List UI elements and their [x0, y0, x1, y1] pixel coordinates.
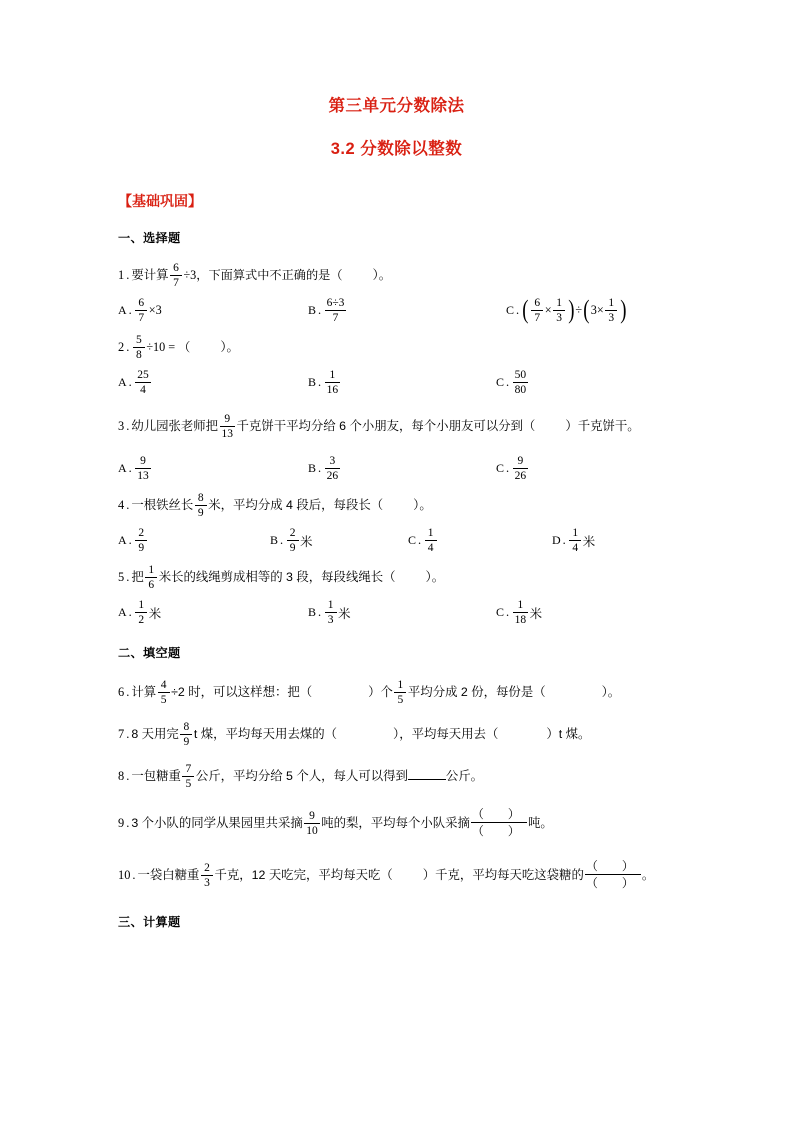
fraction-numerator: 5	[135, 333, 142, 346]
question-1-options	[118, 294, 675, 328]
question-8-number: 8	[118, 768, 125, 783]
question-1-option-c[interactable]	[506, 294, 627, 328]
option-separator: .	[128, 375, 132, 390]
option-separator: .	[318, 303, 322, 318]
fraction-bar	[569, 540, 581, 541]
question-3-option-a[interactable]	[118, 452, 152, 486]
question-7-fraction	[180, 721, 192, 748]
fraction-numerator: 1	[572, 526, 579, 539]
question-1-text-c: ）。	[372, 267, 392, 282]
question-1-text-a: 要计算	[131, 267, 169, 282]
question-7	[118, 717, 675, 751]
question-8-answer-blank[interactable]	[408, 768, 446, 780]
fraction-bar	[325, 382, 341, 383]
option-letter: C	[496, 605, 505, 620]
fraction-bar	[201, 875, 213, 876]
option-fraction	[425, 527, 437, 554]
fraction-bar	[133, 347, 145, 348]
option-separator: .	[128, 605, 132, 620]
question-3-number: 3	[118, 418, 125, 433]
question-1-option-a[interactable]	[118, 294, 162, 328]
fraction-denominator: 18	[514, 613, 527, 626]
fraction-bar	[531, 310, 543, 311]
option-separator: .	[506, 375, 510, 390]
fraction-denominator: 7	[534, 311, 541, 324]
document-title: 第三单元分数除法	[328, 97, 465, 115]
fraction-numerator: 8	[197, 491, 204, 504]
question-10-text-a: 一袋白糖重	[137, 867, 200, 882]
option-fraction	[135, 455, 151, 482]
option-letter: B	[308, 303, 317, 318]
question-4-text-b: 米，平均分成 4 段后，每段长（	[208, 497, 384, 512]
fraction-denominator: 26	[514, 469, 527, 482]
question-6	[118, 675, 675, 709]
question-2-number: 2	[118, 339, 125, 354]
fraction-denominator: 10	[306, 824, 318, 837]
fraction-denominator: 4	[140, 383, 146, 396]
fraction-denominator: 4	[572, 541, 579, 554]
fraction-denominator: 3	[608, 311, 615, 324]
fraction-bar	[513, 468, 529, 469]
question-7-number: 7	[118, 726, 125, 741]
option-letter: A	[118, 605, 127, 620]
fraction-denominator: 5	[160, 693, 167, 706]
question-3-option-b[interactable]	[308, 452, 342, 486]
fraction-bar	[135, 382, 151, 383]
fraction-numerator: 9	[224, 412, 231, 425]
fraction-bar	[425, 540, 437, 541]
fraction-denominator: 7	[173, 276, 179, 289]
option-unit: 米	[582, 534, 596, 549]
question-3-option-c[interactable]	[496, 452, 530, 486]
left-paren: (	[522, 295, 529, 325]
option-letter: A	[118, 533, 127, 548]
option-letter: A	[118, 303, 127, 318]
option-separator: .	[516, 303, 520, 318]
option-fraction	[325, 599, 337, 626]
question-10-fraction	[201, 862, 213, 889]
fraction-numerator: 7	[185, 762, 192, 775]
option-separator: .	[128, 461, 132, 476]
question-10-separator: .	[132, 867, 136, 882]
question-5-option-b[interactable]	[308, 596, 351, 630]
option-fraction	[325, 455, 341, 482]
times-operator: ×	[544, 303, 552, 318]
question-10-number: 10	[118, 867, 131, 882]
question-5-option-a[interactable]	[118, 596, 161, 630]
option-separator: .	[506, 461, 510, 476]
fraction-numerator: 6	[534, 296, 541, 309]
question-10-text-c: ）千克，平均每天吃这袋糖的	[422, 867, 584, 882]
fraction-denominator: 26	[326, 469, 339, 482]
question-6-fraction-1	[158, 679, 170, 706]
fraction-denominator: 3	[204, 876, 210, 889]
question-6-text-c: ）个	[368, 684, 393, 699]
question-2-options	[118, 366, 675, 400]
fraction-denominator: 9	[289, 541, 296, 554]
fraction-denominator: 2	[138, 613, 145, 626]
fraction-denominator: 80	[514, 383, 527, 396]
fraction-numerator: 1	[138, 598, 145, 611]
question-3-separator: .	[126, 418, 130, 433]
fraction-numerator: 1	[427, 526, 434, 539]
question-5-fraction	[145, 564, 157, 591]
question-3-fraction	[220, 413, 236, 440]
question-4-option-b[interactable]	[270, 524, 313, 558]
option-letter: B	[308, 461, 317, 476]
option-letter: C	[496, 461, 505, 476]
fraction-bar	[394, 692, 406, 693]
blank-fraction-numerator[interactable]: （ ）	[585, 859, 640, 874]
fraction-bar	[170, 275, 182, 276]
fraction-numerator: 6	[173, 261, 179, 274]
fraction-bar	[605, 310, 617, 311]
fraction-denominator: 5	[185, 777, 192, 790]
fraction-numerator: 2	[204, 861, 210, 874]
question-7-text-d: ）t 煤。	[546, 726, 591, 741]
option-letter: B	[308, 375, 317, 390]
fraction-bar	[471, 822, 527, 823]
question-5-text-a: 把	[131, 569, 144, 584]
option-fraction-3	[605, 297, 617, 324]
option-letter: B	[308, 605, 317, 620]
fraction-numerator: 2	[289, 526, 296, 539]
fraction-numerator: 1	[148, 563, 155, 576]
option-unit: 米	[300, 534, 313, 549]
option-unit: 米	[529, 606, 543, 621]
option-separator: .	[128, 533, 132, 548]
fraction-denominator: 3	[556, 311, 563, 324]
question-5	[118, 562, 675, 592]
question-8-text-a: 一包糖重	[131, 768, 181, 783]
section-heading-fill-in-blank: 二、填空题	[118, 645, 181, 660]
question-9-text-a: 3 个小队的同学从果园里共采摘	[131, 815, 303, 830]
question-6-text-a: 计算	[131, 684, 157, 699]
blank-fraction-denominator[interactable]: （ ）	[585, 876, 640, 891]
option-letter: A	[118, 461, 127, 476]
option-expression	[521, 297, 627, 324]
fraction-bar	[513, 382, 529, 383]
question-5-separator: .	[126, 569, 130, 584]
option-separator: .	[318, 605, 322, 620]
option-fraction	[569, 527, 581, 554]
fraction-numerator: 8	[183, 720, 190, 733]
question-2	[118, 332, 675, 362]
fraction-numerator: 1	[517, 598, 524, 611]
question-9	[118, 801, 675, 845]
fraction-numerator: 9	[309, 809, 315, 822]
question-6-number: 6	[118, 684, 125, 699]
fraction-bar	[553, 310, 565, 311]
fraction-numerator: 1	[327, 598, 334, 611]
question-4-option-d[interactable]	[552, 524, 595, 558]
section-heading-multiple-choice: 一、选择题	[118, 230, 181, 245]
fraction-denominator: 9	[183, 735, 190, 748]
fraction-denominator: 3	[327, 613, 334, 626]
question-4-options	[118, 524, 675, 558]
fraction-bar	[325, 612, 337, 613]
question-5-text-b: 米长的线绳剪成相等的 3 段，每段线绳长（	[158, 569, 396, 584]
option-separator: .	[418, 533, 422, 548]
fraction-bar	[585, 874, 641, 875]
fraction-denominator: 9	[197, 506, 204, 519]
question-6-fraction-2	[394, 679, 406, 706]
left-paren-2: (	[583, 295, 590, 325]
question-5-option-c[interactable]	[496, 596, 542, 630]
option-fraction	[325, 369, 341, 396]
question-4-fraction	[195, 492, 207, 519]
option-unit: 米	[148, 606, 162, 621]
question-3-options	[118, 452, 675, 486]
option-fraction	[287, 527, 299, 554]
option-fraction	[135, 297, 147, 324]
fraction-numerator: 1	[329, 368, 336, 381]
option-fraction	[513, 455, 529, 482]
fraction-denominator: 6	[148, 578, 155, 591]
fraction-denominator: 8	[135, 348, 142, 361]
option-letter: D	[552, 533, 561, 548]
fraction-numerator: 6	[138, 296, 145, 309]
fraction-bar	[287, 540, 299, 541]
fraction-denominator: 9	[138, 541, 145, 554]
option-separator: .	[318, 461, 322, 476]
blank-fraction-denominator[interactable]: （ ）	[471, 824, 526, 839]
fraction-numerator: 9	[140, 454, 146, 467]
fraction-bar	[135, 310, 147, 311]
option-fraction	[325, 297, 347, 324]
option-separator: .	[128, 303, 132, 318]
fraction-bar	[158, 692, 170, 693]
question-3-text-c: ）千克饼干。	[565, 418, 640, 433]
question-2-text-a: ÷10 = （	[146, 339, 191, 354]
fraction-denominator: 7	[138, 311, 145, 324]
question-5-text-c: ）。	[425, 569, 445, 584]
question-2-option-a[interactable]	[118, 366, 152, 400]
question-6-text-d: 平均分成 2 份，每份是（	[407, 684, 546, 699]
blank-fraction-numerator[interactable]: （ ）	[471, 807, 526, 822]
option-fraction	[135, 599, 147, 626]
question-10-text-b: 千克，12 天吃完，平均每天吃（	[214, 867, 393, 882]
question-2-fraction	[133, 334, 145, 361]
question-1-text-b: ÷3，下面算式中不正确的是（	[183, 267, 343, 282]
question-8-text-b: 公斤，平均分给 5 个人，每人可以得到	[195, 768, 408, 783]
question-4-text-a: 一根铁丝长	[131, 497, 194, 512]
option-separator: .	[506, 605, 510, 620]
question-6-text-e: ）。	[601, 684, 621, 699]
question-7-text-c: ），平均每天用去（	[393, 726, 499, 741]
fraction-bar	[135, 468, 151, 469]
option-separator: .	[318, 375, 322, 390]
block-heading-basic-practice: 【基础巩固】	[118, 192, 202, 209]
question-1-fraction	[170, 262, 182, 289]
fraction-bar	[513, 612, 529, 613]
question-9-answer-fraction[interactable]	[471, 808, 527, 837]
fraction-bar	[182, 776, 194, 777]
fraction-numerator: 9	[517, 454, 524, 467]
document-subtitle: 3.2 分数除以整数	[330, 140, 463, 159]
question-7-text-b: t 煤，平均每天用去煤的（	[193, 726, 338, 741]
fraction-bar	[135, 540, 147, 541]
question-4	[118, 490, 675, 520]
fraction-numerator: 1	[397, 678, 404, 691]
question-7-text-a: 8 天用完	[131, 726, 179, 741]
question-9-separator: .	[126, 815, 130, 830]
fraction-bar	[304, 823, 320, 824]
right-paren: )	[567, 295, 575, 325]
option-fraction	[513, 369, 529, 396]
fraction-denominator: 16	[326, 383, 339, 396]
fraction-numerator: 25	[137, 368, 149, 381]
fraction-bar	[325, 468, 341, 469]
question-1	[118, 260, 675, 290]
fraction-numerator: 50	[514, 368, 527, 381]
question-8-text-c: 公斤。	[445, 768, 484, 783]
question-2-text-b: ）。	[220, 339, 239, 354]
fraction-denominator: 5	[397, 693, 404, 706]
question-9-number: 9	[118, 815, 125, 830]
fraction-numerator: 1	[556, 296, 563, 309]
fraction-bar	[195, 505, 207, 506]
question-7-separator: .	[126, 726, 130, 741]
question-3	[118, 404, 675, 448]
divide-operator: ÷	[575, 303, 583, 318]
fraction-numerator: 1	[608, 296, 615, 309]
question-2-option-b[interactable]	[308, 366, 342, 400]
option-tail: ×3	[148, 303, 162, 318]
option-prefix: 3×	[590, 303, 604, 318]
question-3-text-a: 幼儿园张老师把	[131, 418, 219, 433]
option-fraction	[135, 527, 147, 554]
question-4-text-c: ）。	[413, 497, 432, 512]
question-6-separator: .	[126, 684, 130, 699]
question-1-separator: .	[126, 267, 130, 282]
question-4-number: 4	[118, 497, 125, 512]
question-4-option-a[interactable]	[118, 524, 149, 558]
fraction-bar	[220, 426, 236, 427]
fraction-denominator: 13	[137, 469, 149, 482]
fraction-numerator: 4	[160, 678, 167, 691]
question-2-separator: .	[126, 339, 130, 354]
fraction-denominator: 4	[427, 541, 434, 554]
question-1-number: 1	[118, 267, 125, 282]
option-fraction	[135, 369, 151, 396]
question-8-fraction	[182, 763, 194, 790]
question-2-option-c[interactable]	[496, 366, 530, 400]
option-letter: B	[270, 533, 279, 548]
option-separator: .	[562, 533, 566, 548]
option-letter: C	[408, 533, 417, 548]
question-9-fraction	[304, 810, 320, 837]
fraction-denominator: 13	[221, 427, 234, 440]
question-8	[118, 759, 675, 793]
question-9-text-b: 吨的梨，平均每个小队采摘	[321, 815, 470, 830]
option-fraction-2	[553, 297, 565, 324]
question-9-text-c: 吨。	[527, 815, 553, 830]
question-5-options	[118, 596, 675, 630]
fraction-numerator: 2	[138, 526, 145, 539]
section-heading-calculation: 三、计算题	[118, 914, 181, 929]
option-fraction	[513, 599, 529, 626]
option-letter: C	[506, 303, 515, 318]
option-separator: .	[280, 533, 284, 548]
fraction-numerator: 3	[329, 454, 336, 467]
question-5-number: 5	[118, 569, 125, 584]
question-4-option-c[interactable]	[408, 524, 438, 558]
question-8-separator: .	[126, 768, 130, 783]
option-letter: C	[496, 375, 505, 390]
option-unit: 米	[338, 606, 351, 621]
option-letter: A	[118, 375, 127, 390]
question-10-answer-fraction[interactable]	[585, 860, 641, 889]
fraction-denominator: 7	[332, 311, 339, 324]
question-6-text-b: ÷2 时，可以这样想：把（	[171, 684, 313, 699]
fraction-bar	[145, 577, 157, 578]
fraction-numerator: 6÷3	[326, 296, 345, 309]
option-fraction-1	[531, 297, 543, 324]
question-10	[118, 853, 675, 897]
fraction-bar	[325, 310, 347, 311]
fraction-bar	[135, 612, 147, 613]
question-10-text-d: 。	[641, 867, 655, 882]
right-paren-2: )	[619, 295, 627, 325]
question-3-text-b: 千克饼干平均分给 6 个小朋友，每个小朋友可以分到（	[236, 418, 536, 433]
question-4-separator: .	[126, 497, 130, 512]
fraction-bar	[180, 734, 192, 735]
question-1-option-b[interactable]	[308, 294, 348, 328]
